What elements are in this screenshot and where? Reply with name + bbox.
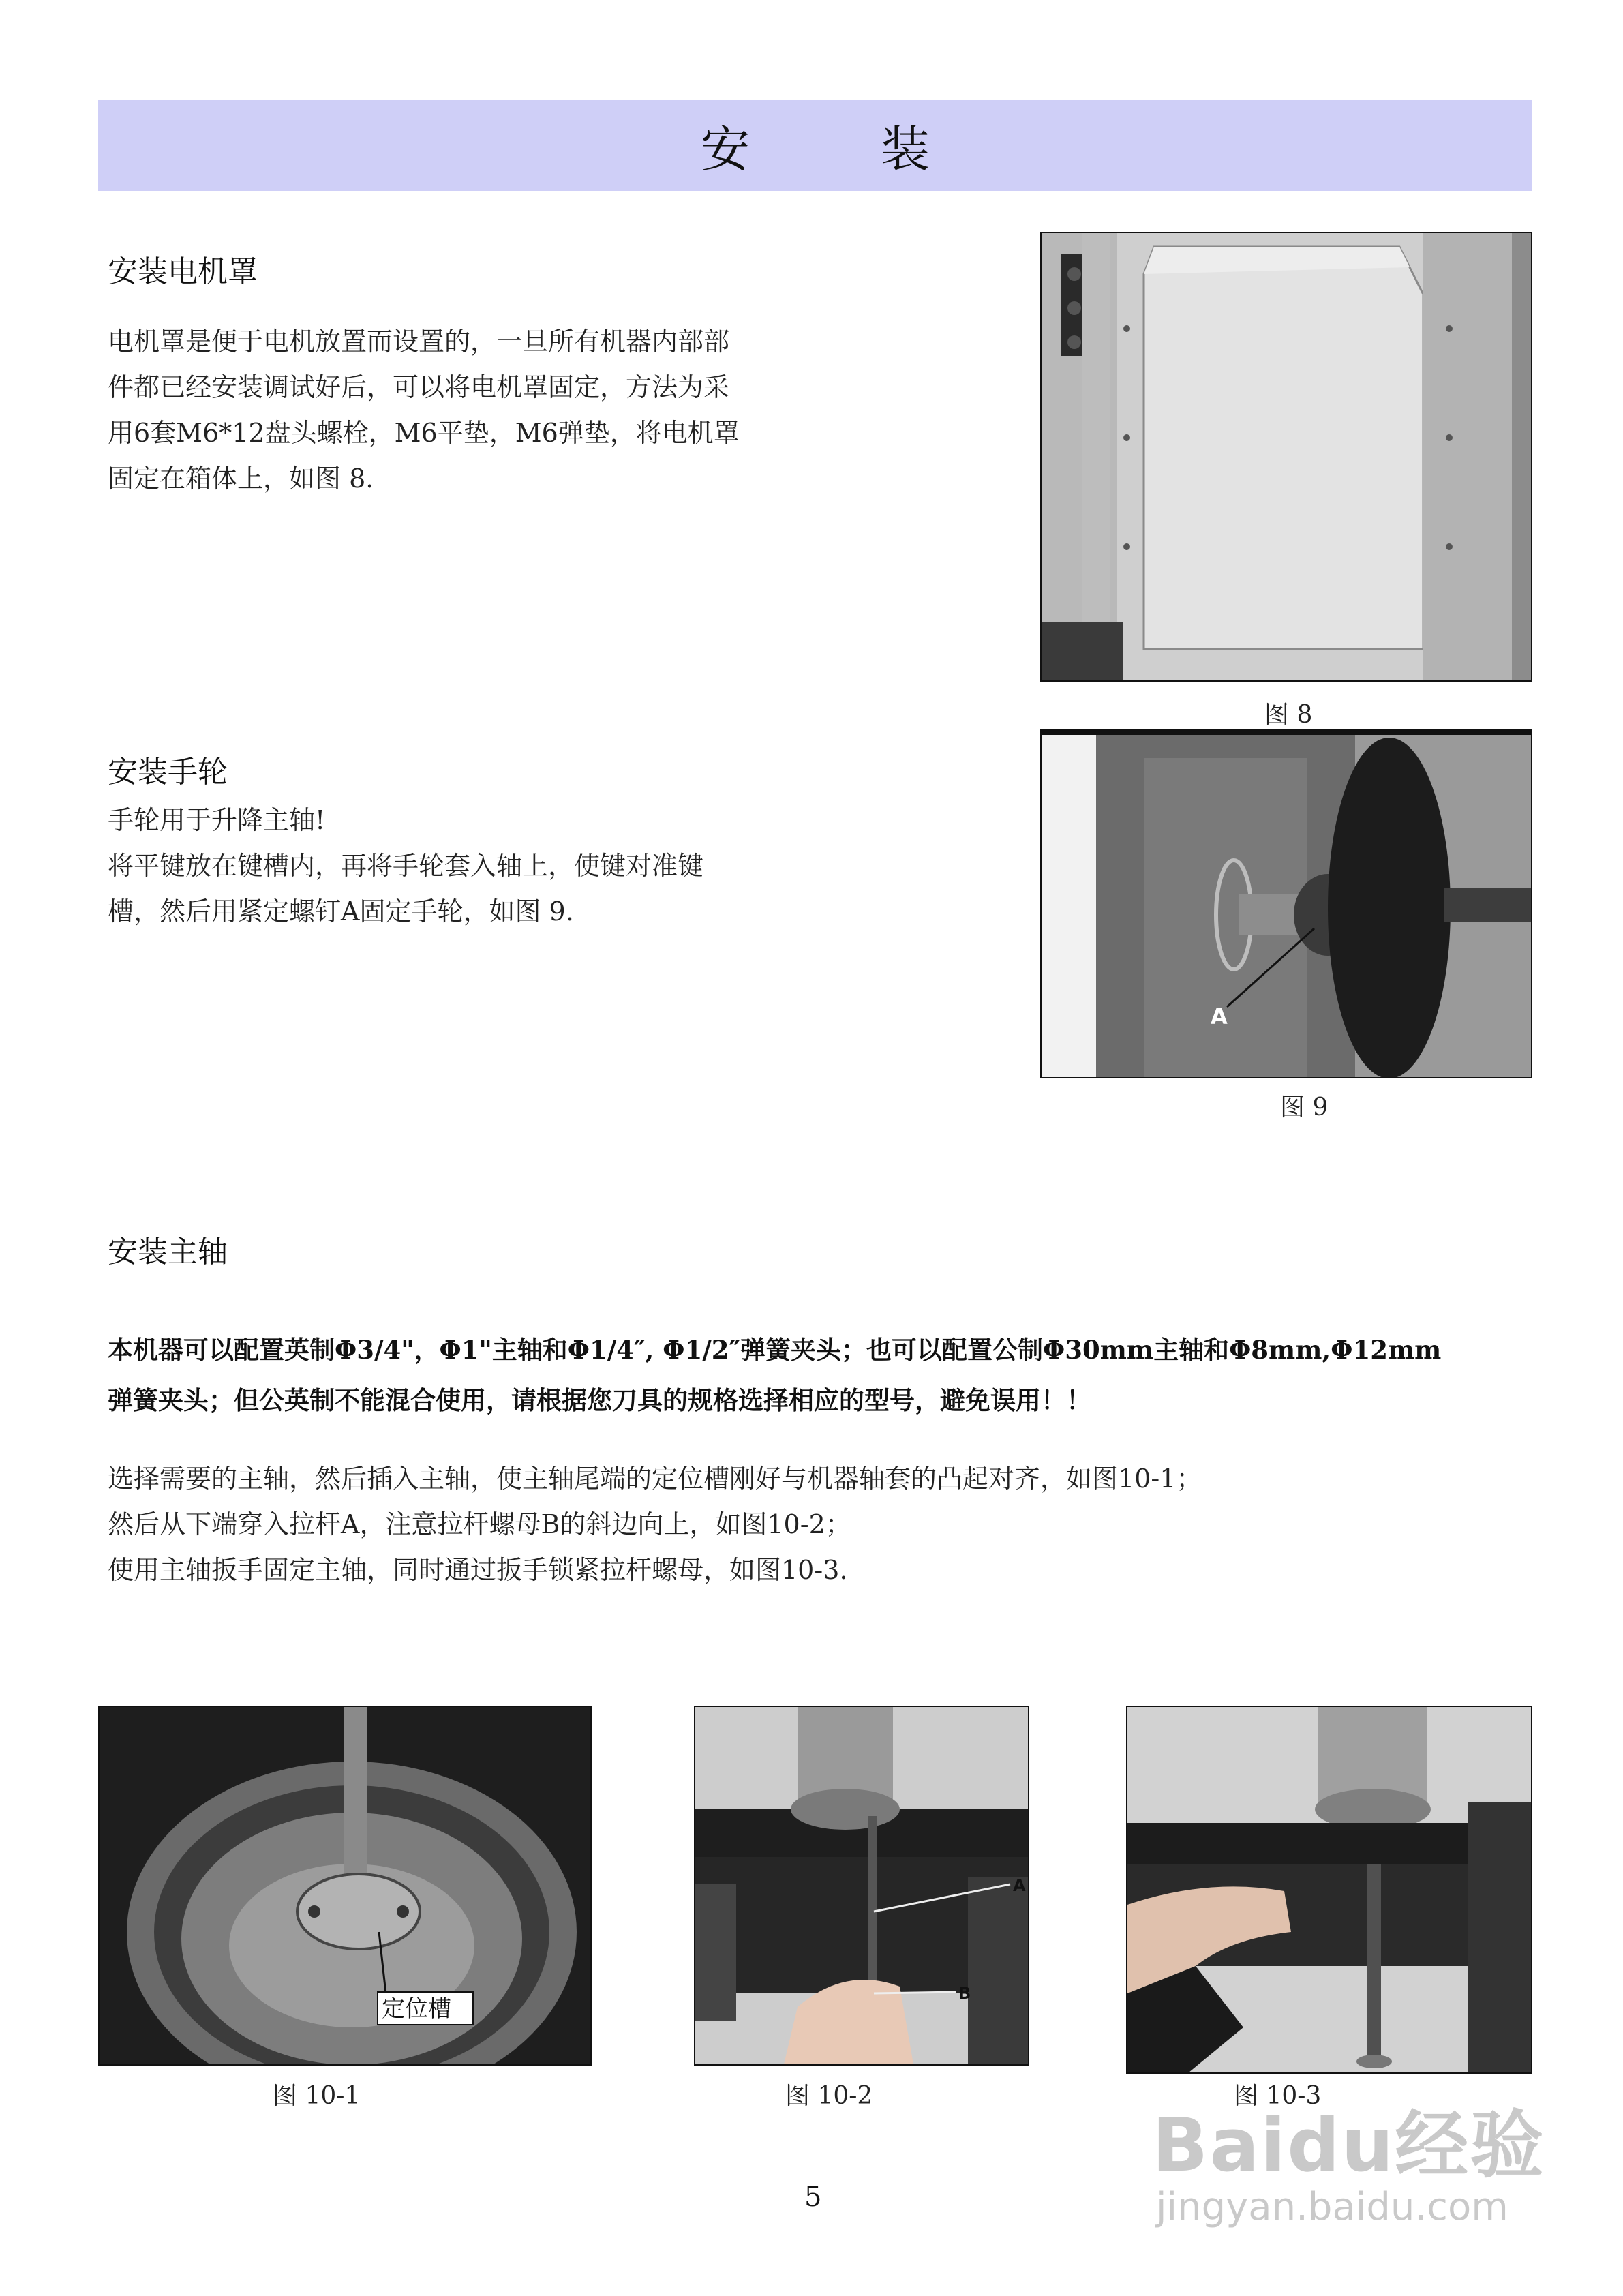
- text-line: 然后从下端穿入拉杆A，注意拉杆螺母B的斜边向上，如图10-2；: [108, 1509, 851, 1539]
- figure-10-2-label-a: A: [1013, 1876, 1026, 1895]
- figure-10-2-caption: 图 10-2: [785, 2082, 873, 2110]
- paragraph-handwheel: [108, 798, 703, 935]
- heading-handwheel: 安装手轮: [108, 755, 228, 789]
- text-line: 电机罩是便于电机放置而设置的，一旦所有机器内部部: [108, 327, 730, 357]
- figure-10-2-label-b: B: [958, 1984, 971, 2003]
- text-line: 本机器可以配置英制Φ3/4"，Φ1"主轴和Φ1/4″, Φ1/2″弹簧夹头；也可以配置公制Φ30mm主轴和Φ8mm,Φ12mm: [108, 1335, 1442, 1365]
- figure-10-3-image: [1126, 1706, 1532, 2074]
- text-line: 弹簧夹头；但公英制不能混合使用，请根据您刀具的规格选择相应的型号，避免误用！！: [108, 1385, 1091, 1415]
- watermark-logo: Baidu经验: [1152, 2103, 1545, 2188]
- figure-10-3-caption: 图 10-3: [1234, 2082, 1322, 2110]
- figure-8-caption: 图 8: [1264, 701, 1313, 729]
- page-title: 安 装: [700, 121, 971, 178]
- figure-10-1-image: [98, 1706, 592, 2066]
- figure-8-image: [1040, 232, 1532, 682]
- heading-motor-cover: 安装电机罩: [108, 254, 258, 289]
- text-line: 用6套M6*12盘头螺栓，M6平垫，M6弹垫，将电机罩: [108, 418, 740, 448]
- text-line: 件都已经安装调试好后，可以将电机罩固定，方法为采: [108, 372, 730, 402]
- figure-9-caption: 图 9: [1280, 1093, 1329, 1121]
- text-line: 选择需要的主轴，然后插入主轴，使主轴尾端的定位槽刚好与机器轴套的凸起对齐，如图10-1；: [108, 1464, 1202, 1494]
- figure-10-1-label: 定位槽: [382, 1995, 451, 2023]
- heading-spindle: 安装主轴: [108, 1235, 228, 1269]
- text-line: 槽，然后用紧定螺钉A固定手轮，如图 9.: [108, 896, 574, 926]
- paragraph-spindle-warning: [108, 1325, 1441, 1425]
- text-line: 手轮用于升降主轴!: [108, 805, 326, 835]
- figure-10-2-image: [694, 1706, 1029, 2066]
- page-number: 5: [804, 2181, 822, 2213]
- text-line: 将平键放在键槽内，再将手轮套入轴上，使键对准键: [108, 851, 704, 881]
- text-line: 固定在箱体上，如图 8.: [108, 464, 374, 494]
- figure-9-image: [1040, 729, 1532, 1078]
- figure-10-1-caption: 图 10-1: [273, 2082, 361, 2110]
- paragraph-spindle-steps: [108, 1456, 1202, 1593]
- figure-9-label-a: A: [1211, 1003, 1228, 1029]
- watermark-url: jingyan.baidu.com: [1156, 2185, 1508, 2229]
- text-line: 使用主轴扳手固定主轴，同时通过扳手锁紧拉杆螺母，如图10-3.: [108, 1555, 848, 1585]
- page-title-banner: [98, 100, 1532, 191]
- paragraph-motor-cover: [108, 319, 740, 502]
